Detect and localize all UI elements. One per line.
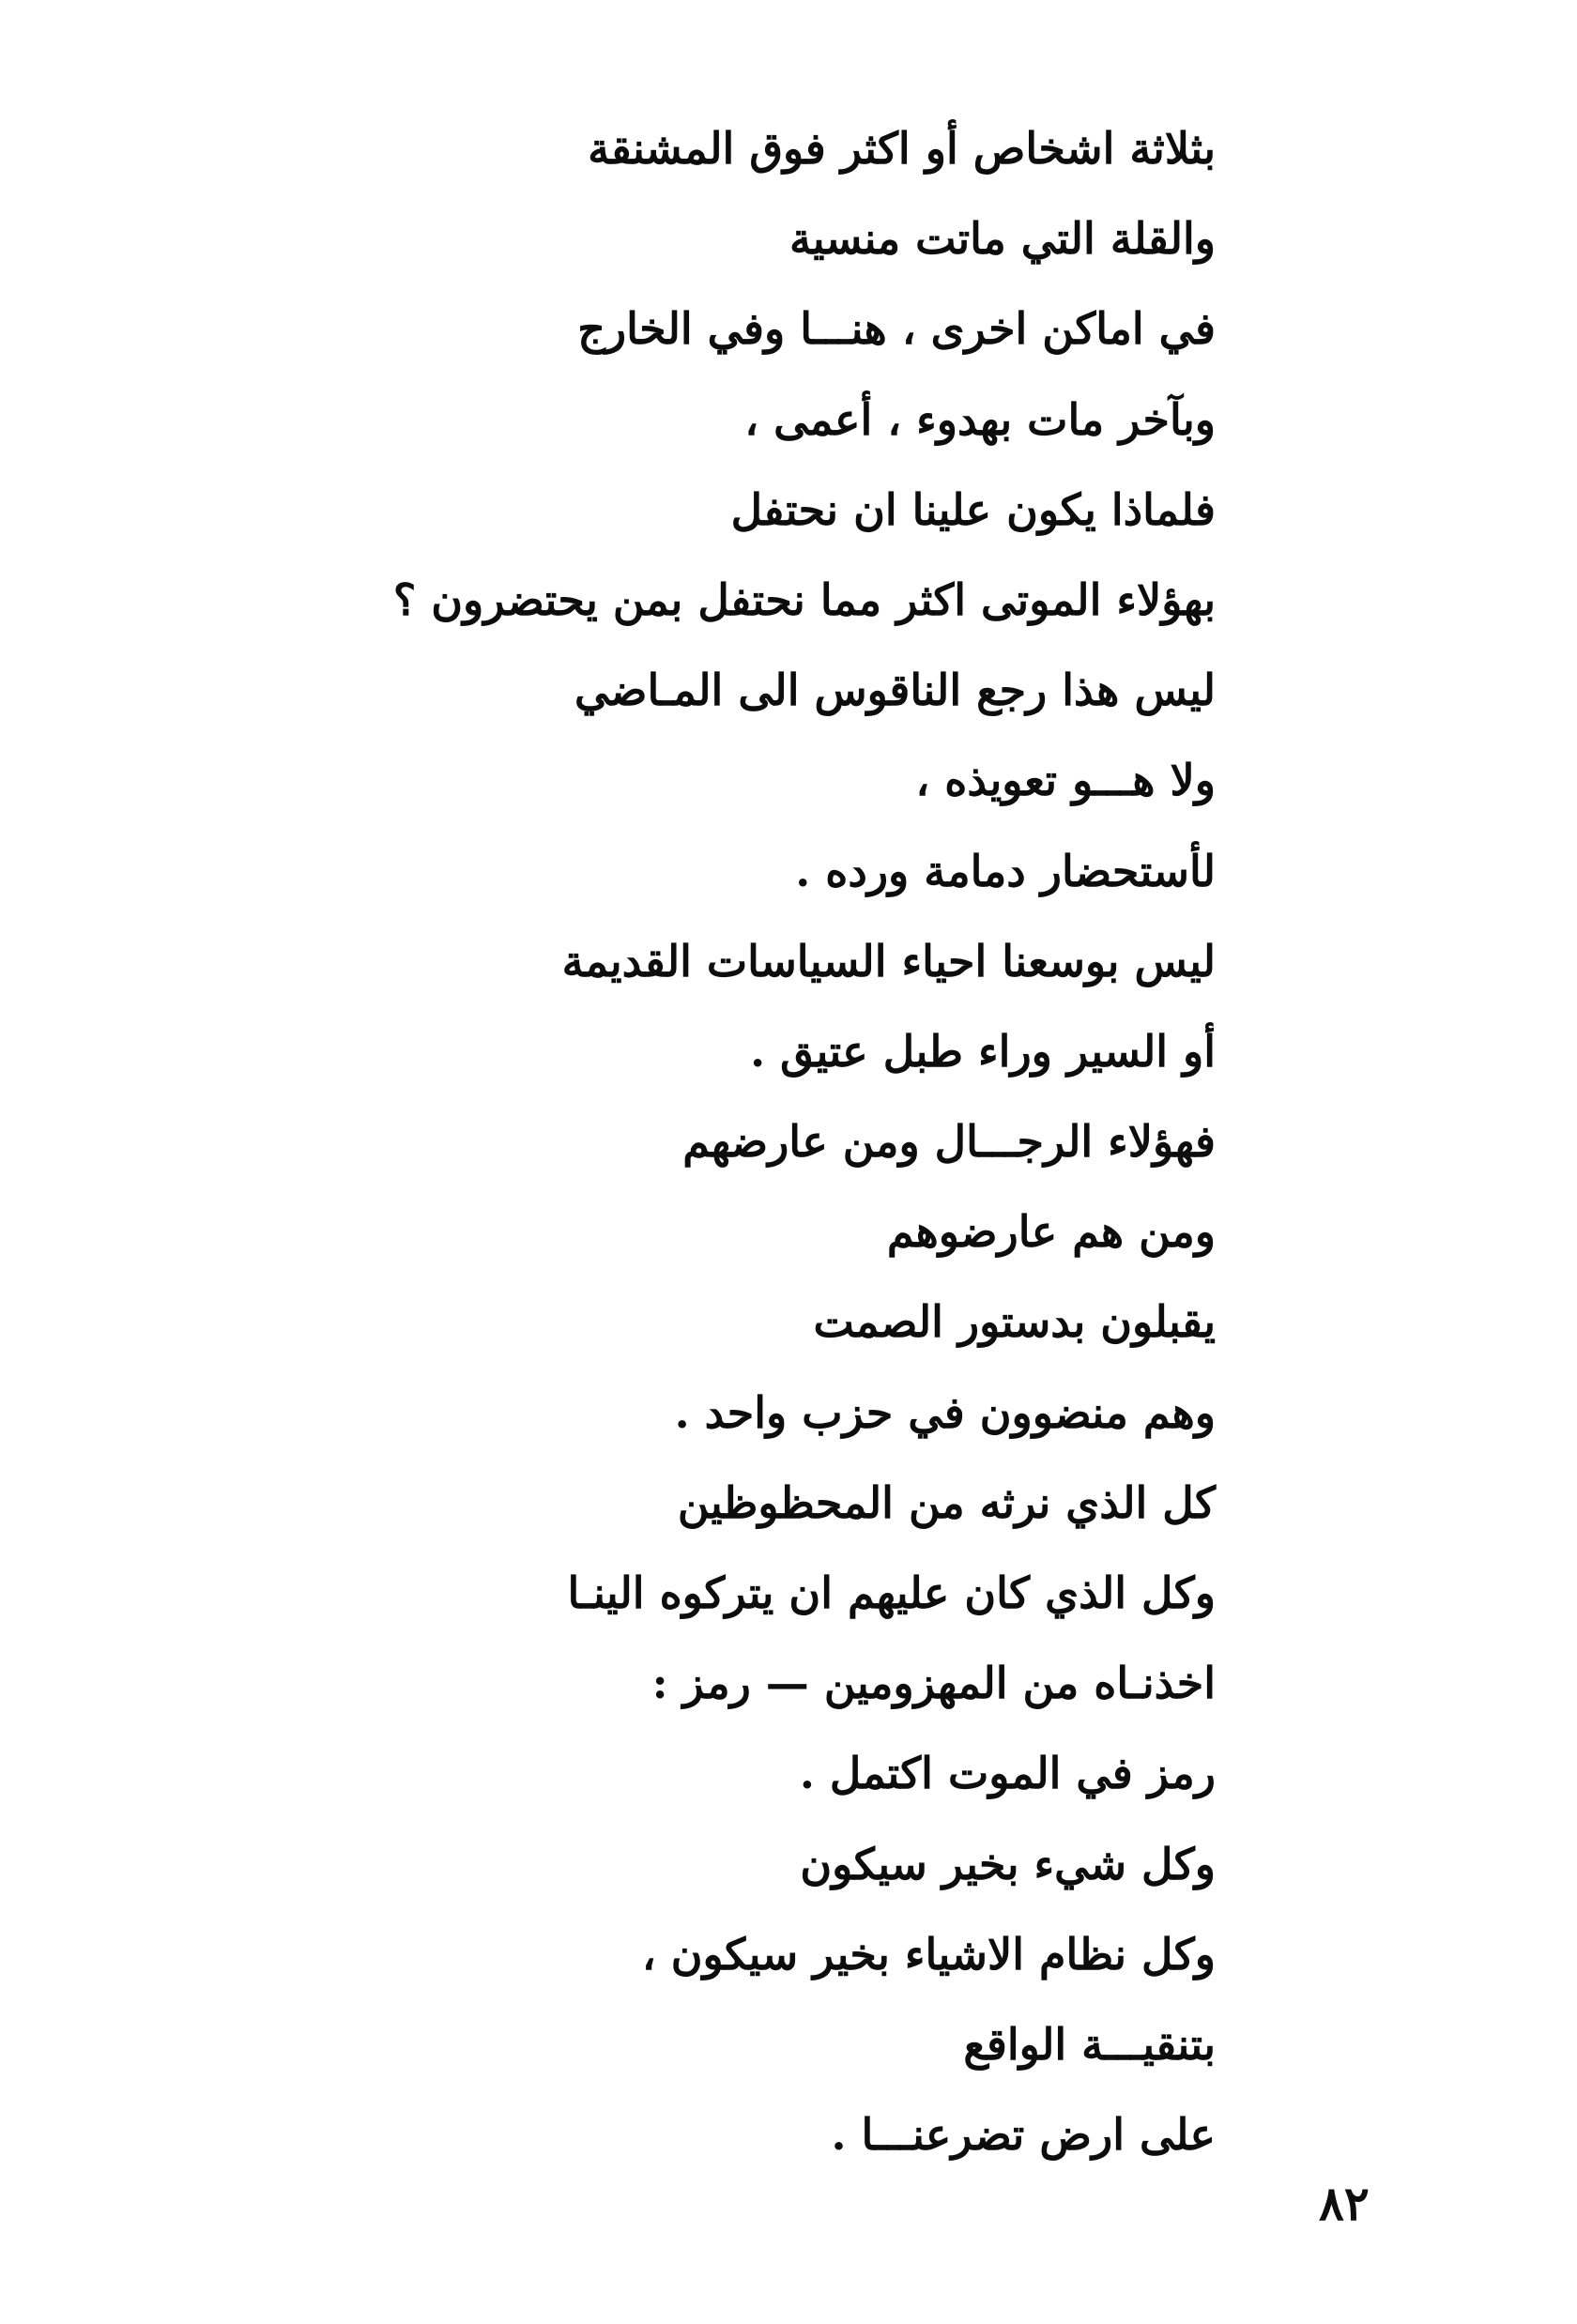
poem-line: وهم منضوون في حزب واحد .	[674, 1386, 1216, 1438]
poem-line: وكل نظام الاشياء بخير سيكون ،	[641, 1928, 1216, 1980]
poem-line: ومن هم عارضوهم	[886, 1206, 1216, 1258]
poem-line: وكل الذي كان عليهم ان يتركوه الينـا	[567, 1567, 1216, 1618]
poem-line: لأستحضار دمامة ورده .	[795, 845, 1216, 896]
poem-line: في اماكن اخرى ، هنـــا وفي الخارج	[577, 303, 1216, 355]
poem-line: فهؤلاء الرجـــال ومن عارضهم	[682, 1116, 1216, 1168]
poem-line: كل الذي نرثه من المحظوظين	[677, 1476, 1216, 1528]
poem-line: ليس هذا رجع الناقوس الى المـاضي	[574, 665, 1216, 716]
poem-line: ولا هـــو تعويذه ،	[915, 755, 1216, 806]
poem-line: ليس بوسعنا احياء السياسات القديمة	[561, 935, 1216, 986]
poem-text	[108, 103, 1216, 2179]
poem-line: بهؤلاء الموتى اكثر مما نحتفل بمن يحتضرون ؟	[392, 573, 1216, 625]
poem-line: رمز في الموت اكتمل .	[799, 1748, 1216, 1799]
poem-line: بثلاثة اشخاص أو اكثر فوق المشنقة	[588, 123, 1216, 174]
poem-line: يقبلون بدستور الصمت	[813, 1296, 1216, 1348]
poem-line: وكل شيء بخير سيكون	[800, 1838, 1216, 1889]
poem-line: أو السير وراء طبل عتيق .	[750, 1025, 1216, 1077]
poem-line: فلماذا يكون علينا ان نحتفل	[730, 483, 1216, 535]
poem-line: وبآخر مات بهدوء ، أعمى ،	[744, 393, 1216, 445]
poem-line: اخذنـاه من المهزومين — رمز :	[651, 1658, 1216, 1709]
poem-line: والقلة التي ماتت منسية	[789, 213, 1216, 265]
poem-line: على ارض تضرعنـــا .	[831, 2109, 1216, 2161]
poem-line: بتنقيـــة الواقع	[963, 2018, 1216, 2070]
page-number: ٨٢	[1319, 2176, 1370, 2231]
